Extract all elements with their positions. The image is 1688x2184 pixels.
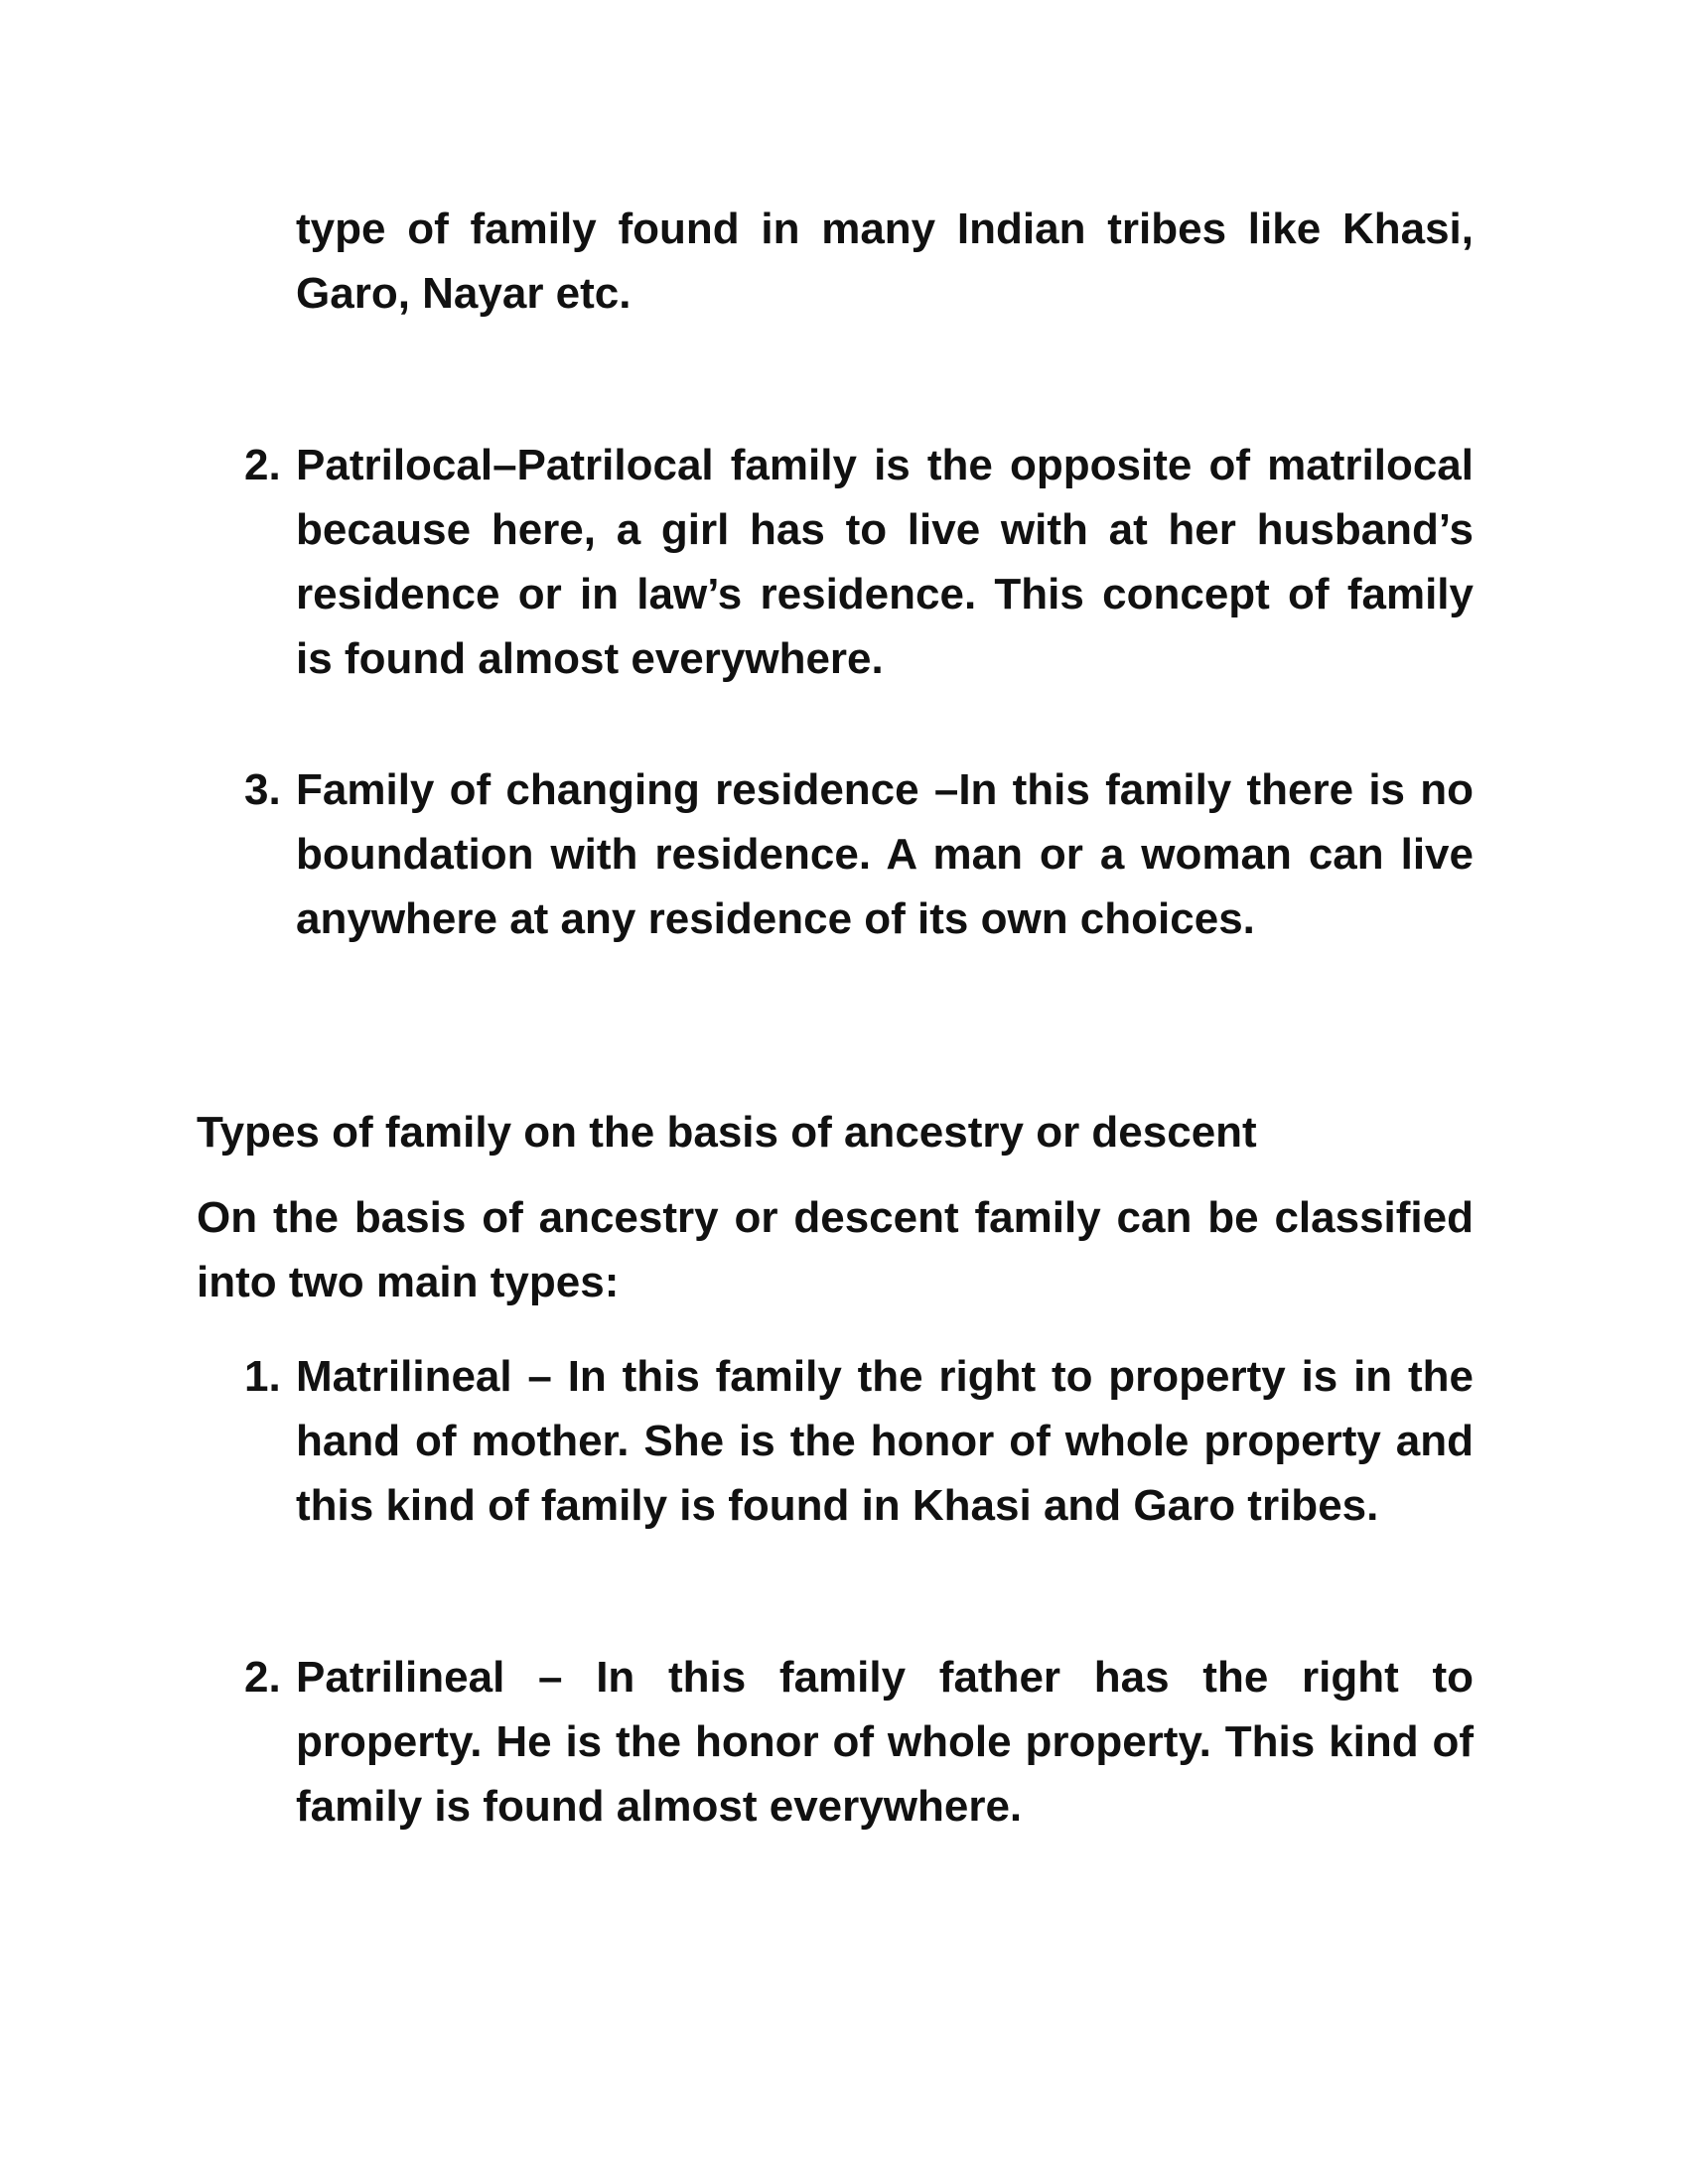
list-item-changing-residence	[244, 757, 1474, 951]
list-item-number: 2.	[244, 1653, 281, 1702]
continuation-paragraph: type of family found in many Indian tribes like Khasi, Garo, Nayar etc.	[296, 205, 1474, 318]
list-item-patrilocal	[244, 433, 1474, 691]
list-item-text: Patrilocal–Patrilocal family is the opposite of matrilocal because here, a girl has to live with at her husband’s residence or in law’s residence. This concept of family is found almost everywhere.	[296, 441, 1474, 683]
list-item-number: 1.	[244, 1352, 281, 1401]
section-intro: On the basis of ancestry or descent family can be classified into two main types:	[197, 1193, 1474, 1306]
list-item-patrilineal	[244, 1645, 1474, 1839]
list-item-number: 2.	[244, 441, 281, 489]
list-item-text: Patrilineal – In this family father has the right to property. He is the honor of whole property. This kind of family is found almost everywhere.	[296, 1653, 1474, 1831]
list-item-text: Family of changing residence –In this family there is no boundation with residence. A man or a woman can live anywhere at any residence of its own choices.	[296, 765, 1474, 943]
section-heading: Types of family on the basis of ancestry or descent	[197, 1108, 1257, 1157]
list-item-number: 3.	[244, 765, 281, 814]
list-item-matrilineal	[244, 1344, 1474, 1538]
list-item-text: Matrilineal – In this family the right to property is in the hand of mother. She is the honor of whole property and this kind of family is found in Khasi and Garo tribes.	[296, 1352, 1474, 1530]
